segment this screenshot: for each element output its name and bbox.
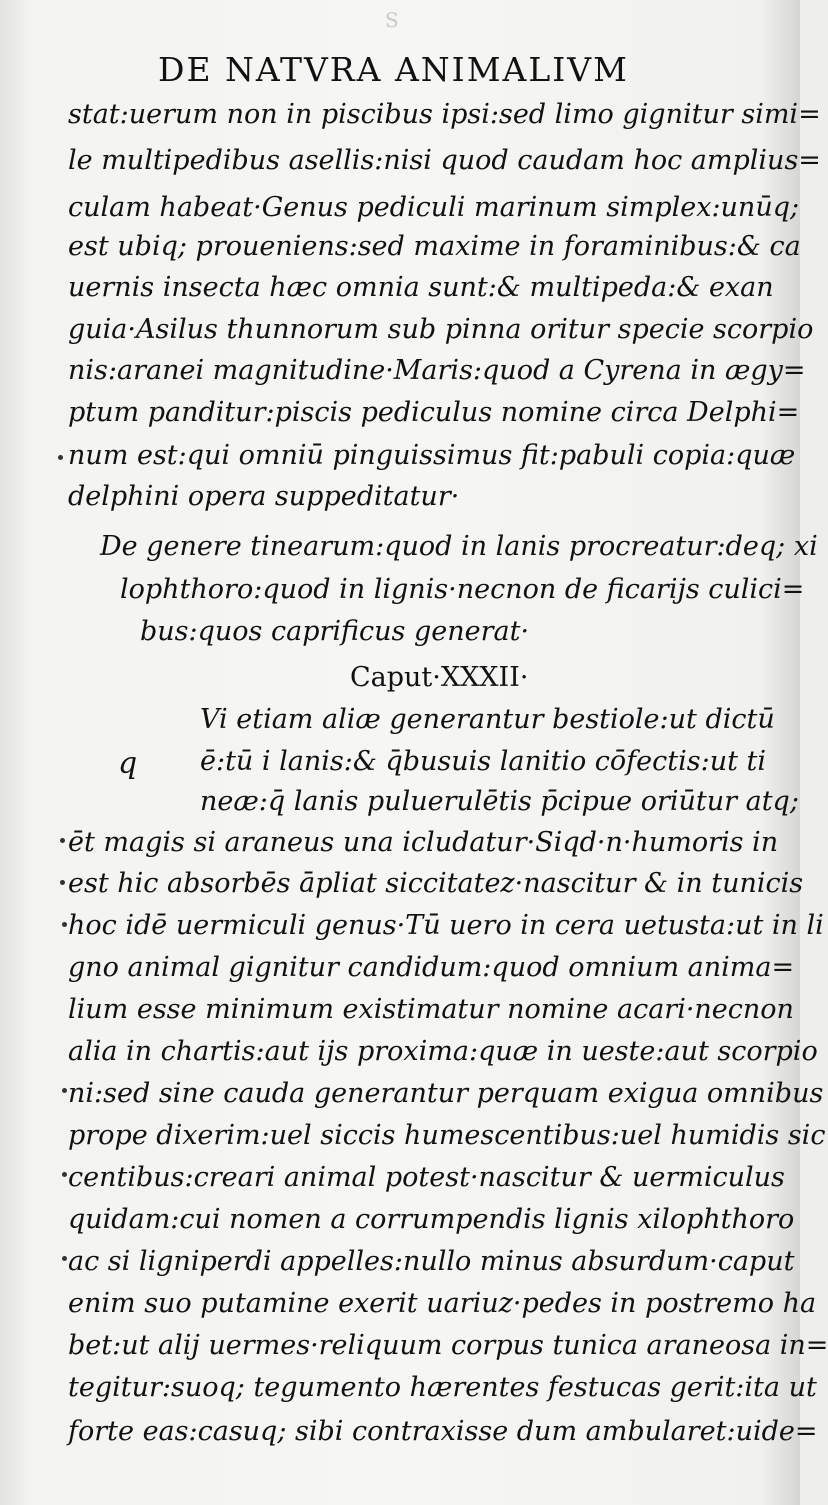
text-line: forte eas:casuq; sibi contraxisse dum ambularet:uide= [68,1416,818,1447]
margin-speck [58,455,63,460]
text-line: quidam:cui nomen a corrumpendis lignis xilophthoro [68,1204,795,1235]
text-line: num est:qui omniū pinguissimus fit:pabuli copia:quæ [68,440,796,471]
margin-speck [60,838,65,843]
text-line: stat:uerum non in piscibus ipsi:sed limo gignitur simi= [68,99,821,130]
text-line: ac si ligniperdi appelles:nullo minus absurdum·caput [68,1246,795,1277]
folio-mark: S [385,8,399,32]
margin-speck [60,880,65,885]
text-line: prope dixerim:uel siccis humescentibus:uel humidis sic [68,1120,826,1151]
text-line: Vi etiam aliæ generantur bestiole:ut dictū [200,704,775,735]
text-line: hoc idē uermiculi genus·Tū uero in cera uetusta:ut in li [68,910,824,941]
margin-speck [62,1256,67,1261]
text-line: est ubiq; proueniens:sed maxime in foraminibus:& ca [68,231,801,262]
text-line: bet:ut alij uermes·reliquum corpus tunica araneosa in= [68,1330,828,1361]
text-line: le multipedibus asellis:nisi quod caudam hoc amplius= [68,145,821,176]
text-line: enim suo putamine exerit uariuz·pedes in postremo ha [68,1288,817,1319]
running-head: DE NATVRA ANIMALIVM [158,50,629,89]
text-line: est hic absorbēs āpliat siccitatez·nascitur & in tunicis [68,868,804,899]
margin-speck [62,1172,67,1177]
text-line: alia in chartis:aut ijs proxima:quæ in ueste:aut scorpio [68,1036,818,1067]
text-line: neæ:q̄ lanis puluerulētis p̄cipue oriūtur atq; [200,786,799,817]
text-line: ptum panditur:piscis pediculus nomine circa Delphi= [68,397,800,428]
margin-speck [62,1088,67,1093]
text-line: culam habeat·Genus pediculi marinum simplex:unūq; [68,192,800,223]
text-line: tegitur:suoq; tegumento hærentes festucas gerit:ita ut [68,1372,817,1403]
text-line: lium esse minimum existimatur nomine acari·necnon [68,994,794,1025]
text-line: delphini opera suppeditatur· [68,481,460,512]
chapter-summary-line: bus:quos caprificus generat· [140,616,530,647]
text-line: centibus:creari animal potest·nascitur & uermiculus [68,1162,785,1193]
chapter-summary-line: De genere tinearum:quod in lanis procreatur:deq; xi [100,531,818,562]
text-line: ni:sed sine cauda generantur perquam exigua omnibus [68,1078,824,1109]
chapter-summary-line: lophthoro:quod in lignis·necnon de ficarijs culici= [120,574,805,605]
text-line: ē:tū i lanis:& q̄busuis lanitio cōfectis:ut ti [200,746,767,777]
text-line: ēt magis si araneus una icludatur·Siqd·n·humoris in [68,827,779,858]
text-line: guia·Asilus thunnorum sub pinna oritur specie scorpio [68,314,814,345]
text-line: nis:aranei magnitudine·Maris:quod a Cyrena in ægy= [68,355,806,386]
text-line: gno animal gignitur candidum:quod omnium anima= [68,952,795,983]
chapter-heading: Caput·XXXII· [350,662,529,693]
margin-speck [62,922,67,927]
guide-letter: q [118,746,138,781]
text-line: uernis insecta hæc omnia sunt:& multipeda:& exan [68,272,774,303]
